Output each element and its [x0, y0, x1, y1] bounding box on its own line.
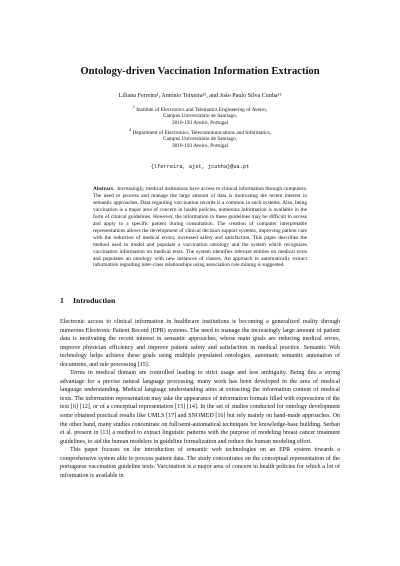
affiliation-1-text-1: Institute of Electronics and Telematics Engineering of Aveiro, — [136, 106, 268, 113]
affiliation-2-line-1 — [70, 127, 330, 136]
abstract-text: Increasingly, medical institutions have access to clinical information through computers. The need to process and manage the large amount of data is motivating the recent interest in semantic approaches. Data regarding vaccination records is a common in such systems. Also, being vaccination is a major area of concern in health policies, numerous information is available in the form of clinical guidelines. However, the information in these guidelines may be difficult to access and apply to a specific patient during consultation. The creation of computer interpretable representations allows the development of clinical decision support systems, improving patient care with the reduction of medical errors, increased safety and satisfaction. This paper describes the method used to model and populate a vaccination ontology and the system which recognizes vaccination information on medical texts. The system identifies relevant entities on medical texts and populates an ontology with new instances of classes. An approach to automatically extract information regarding inter-class relationships using association rule mining is suggested. — [93, 186, 307, 269]
affiliations — [70, 104, 330, 149]
affiliation-1-line-2: Campus Universitário de Santiago, — [162, 113, 238, 120]
affiliation-2-text-1: Department of Electronics, Telecommunications and Informatics, — [132, 129, 272, 136]
affiliation-2-mark: 2 — [128, 126, 132, 132]
abstract — [93, 186, 307, 269]
paper-title: Ontology-driven Vaccination Information Extraction — [80, 66, 320, 77]
affiliation-2-line-2: Campus Universitário de Santiago, — [162, 135, 238, 142]
affiliation-2-line-3: 3810-193 Aveiro, Portugal — [171, 142, 229, 149]
affiliation-1-line-3: 3810-193 Aveiro, Portugal — [171, 119, 229, 126]
section-title: Introduction — [73, 296, 116, 305]
section-heading — [60, 296, 340, 306]
author-emails: {lferreira, ajst, jcunha}@ua.pt — [150, 164, 250, 170]
section-body — [60, 318, 340, 480]
paragraph-1: Electronic access to clinical information in healthcare institutions is becoming a generalized reality through numerous Electronic Patient Record (EPR) systems. The need to manage the increasingly large amount of patient data is motivating the recent interest in semantic approaches, whose main goals are reducing medical errors, improve physician efficiency and improve patient safety and satisfaction in medical practice. Semantic Web technology helps achieve these goals using multiple populated ontologies, automatic semantic annotation of documents, and rule processing [15]. — [60, 319, 340, 368]
paragraph-3: This paper focuses on the introduction of semantic web technologies on an EPR system towards a comprehensive system able to process patient data. The study concentrates on the conceptual representation of the portuguese vaccination guideline texts. Vaccination is a major area of concern in health policies for which a lot of information is available in — [60, 447, 340, 479]
paragraph-2: Terms in medical domain are controlled leading to strict usage and less ambiguity. Being this a strong advantage for a precise natural language processing, many work has been developed in the area of medical language understanding. Medical language understanding aims at extracting the information content of medical texts. The information representation may take the appearance of information formats filled with expressions of the text [6] [12], or of a conceptual representation [15] [14]. In the set of studies conducted for ontology development some obtained practical results like UMLS [17] and SNOMED [16] but rely mainly on hand-made approaches. On the other hand, many studies concentrate on full/semi-automatical techniques for knowledge-base building. Serban et al. present in [13] a method to extract linguistic patterns with the purpose of modeling breast cancer treatment guidelines, to aid the human modelers in guideline formalization and reduce the human modeling effort. — [60, 370, 340, 445]
affiliation-1-line-1 — [70, 104, 330, 113]
author-list: Liliana Ferreira¹, António Teixeira¹², and João Paulo Silva Cunha¹² — [118, 93, 282, 99]
section-number: 1 — [60, 296, 64, 305]
affiliation-1-mark: 1 — [132, 104, 135, 109]
abstract-label: Abstract. — [93, 186, 115, 192]
